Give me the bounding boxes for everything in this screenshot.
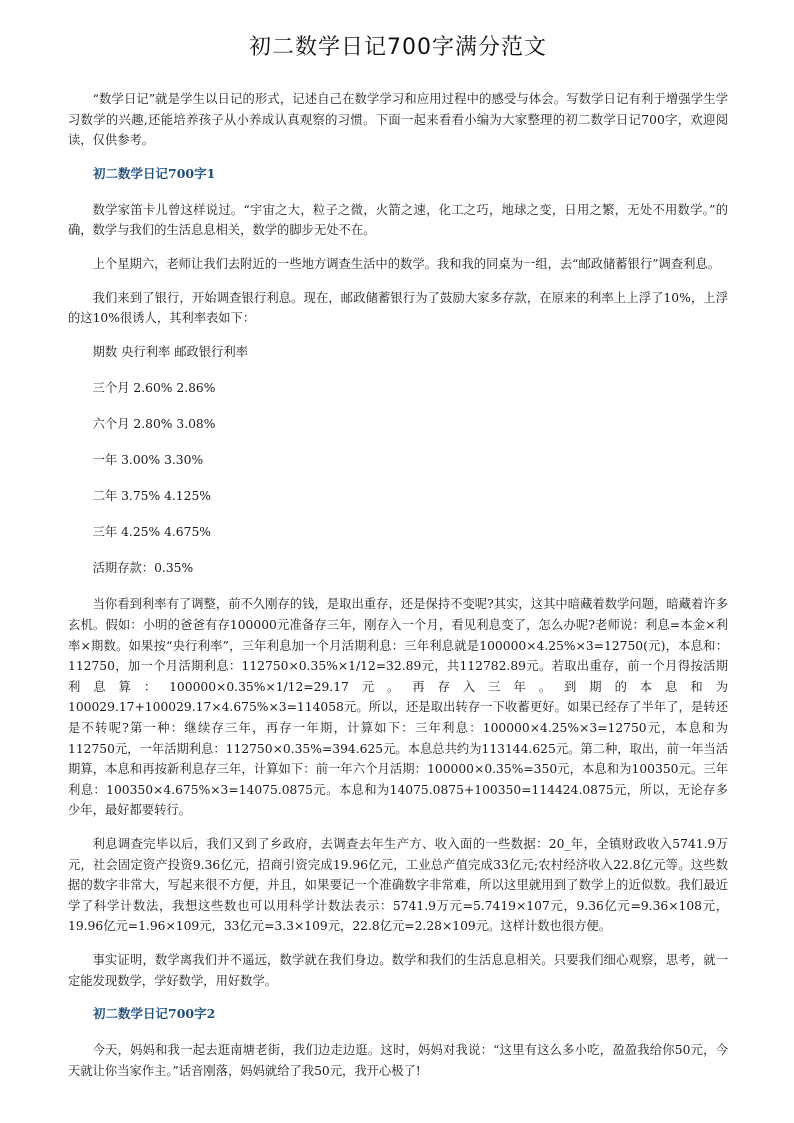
section-heading-2: 初二数学日记700字2 bbox=[93, 1006, 216, 1022]
paragraph: 事实证明，数学离我们并不遥远，数学就在我们身边。数学和我们的生活息息相关。只要我们细心观察，思考，就一定能发现数学，学好数学，用好数学。 bbox=[68, 952, 728, 988]
rate-table-row: 三年 4.25% 4.675% bbox=[92, 525, 211, 540]
rate-table-row: 一年 3.00% 3.30% bbox=[92, 453, 204, 468]
rate-table-row: 三个月 2.60% 2.86% bbox=[92, 380, 216, 395]
rate-table-row: 六个月 2.80% 3.08% bbox=[92, 416, 216, 431]
paragraph: 我们来到了银行，开始调查银行利息。现在，邮政储蓄银行为了鼓励大家多存款，在原来的利率上上浮了10%，上浮的这10%很诱人，其利率表如下： bbox=[68, 290, 728, 326]
rate-table-header: 期数 央行利率 邮政银行利率 bbox=[92, 344, 248, 359]
intro-paragraph: “数学日记”就是学生以日记的形式，记述自己在数学学习和应用过程中的感受与体会。写数学日记有利于增强学生学习数学的兴趣,还能培养孩子从小养成认真观察的习惯。下面一起来看看小编为大家整理的初二数学日记700字，欢迎阅读，仅供参考。 bbox=[68, 92, 728, 148]
document-page bbox=[68, 30, 728, 1094]
paragraph: 当你看到利率有了调整，前不久刚存的钱，是取出重存，还是保持不变呢?其实，这其中暗藏着数学问题，暗藏着许多玄机。假如：小明的爸爸有存100000元准备存三年，刚存入一个月，看见利息变了，怎么办呢?老师说：利息=本金×利率×期数。如果按“央行利率”，三年利息加一个月活期利息：三年利息就是100000×4.25%×3=12750(元)，本息和：112750，加一个月活期利息：112750×0.35%×1/12=32.89元，共112782.89元。若取出重存，前一个月得按活期利息算：100000×0.35%×1/12=29.17元。再存入三年。到期的本息和为100029.17+100029.17×4.675%×3=114058元。所以，还是取出转存一下收蓄更好。如果已经存了半年了，是转还是不转呢?第一种：继续存三年，再存一年期，计算如下：三年利息：100000×4.25%×3=12750元，本息和为112750元，一年活期利息：112750×0.35%=394.625元。本息总共约为113144.625元。第二种，取出，前一年当活期算，本息和再按新利息存三年，计算如下：前一年六个月活期：100000×0.35%=350元，本息和为100350元。三年利息：100350×4.675%×3=14075.0875元。本息和为14075.0875+100350=114424.0875元，所以，无论存多少年，最好都要转行。 bbox=[68, 597, 728, 818]
paragraph: 上个星期六，老师让我们去附近的一些地方调查生活中的数学。我和我的同桌为一组，去“邮政储蓄银行”调查利息。 bbox=[92, 256, 721, 271]
section-heading-1: 初二数学日记700字1 bbox=[93, 165, 216, 181]
paragraph: 今天，妈妈和我一起去逛南塘老街，我们边走边逛。这时，妈妈对我说：“这里有这么多小吃，盈盈我给你50元，今天就让你当家作主。”话音刚落，妈妈就给了我50元，我开心极了! bbox=[68, 1043, 728, 1078]
rate-table-row: 活期存款：0.35% bbox=[92, 561, 194, 576]
paragraph: 利息调查完毕以后，我们又到了乡政府，去调查去年生产方、收入面的一些数据：20_年，全镇财政收入5741.9万元，社会固定资产投资9.36亿元，招商引资完成19.96亿元，工业总产值完成33亿元;农村经济收入22.8亿元等。这些数据的数字非常大，写起来很不方便，并且，如果要记一个准确数字非常难，所以这里就用到了数学上的近似数。我们最近学了科学计数法，我想这些数也可以用科学计数法表示：5741.9万元=5.7419×107元，9.36亿元=9.36×108元，19.96亿元=1.96×109元，33亿元=3.3×109元，22.8亿元=2.28×109元。这样计数也很方便。 bbox=[68, 836, 728, 934]
rate-table-row: 二年 3.75% 4.125% bbox=[92, 489, 211, 504]
page-title: 初二数学日记700字满分范文 bbox=[249, 35, 547, 60]
paragraph: 数学家笛卡儿曾这样说过。“宇宙之大，粒子之微，火箭之速，化工之巧，地球之变，日用之繁，无处不用数学。”的确，数学与我们的生活息息相关，数学的脚步无处不在。 bbox=[68, 202, 728, 238]
